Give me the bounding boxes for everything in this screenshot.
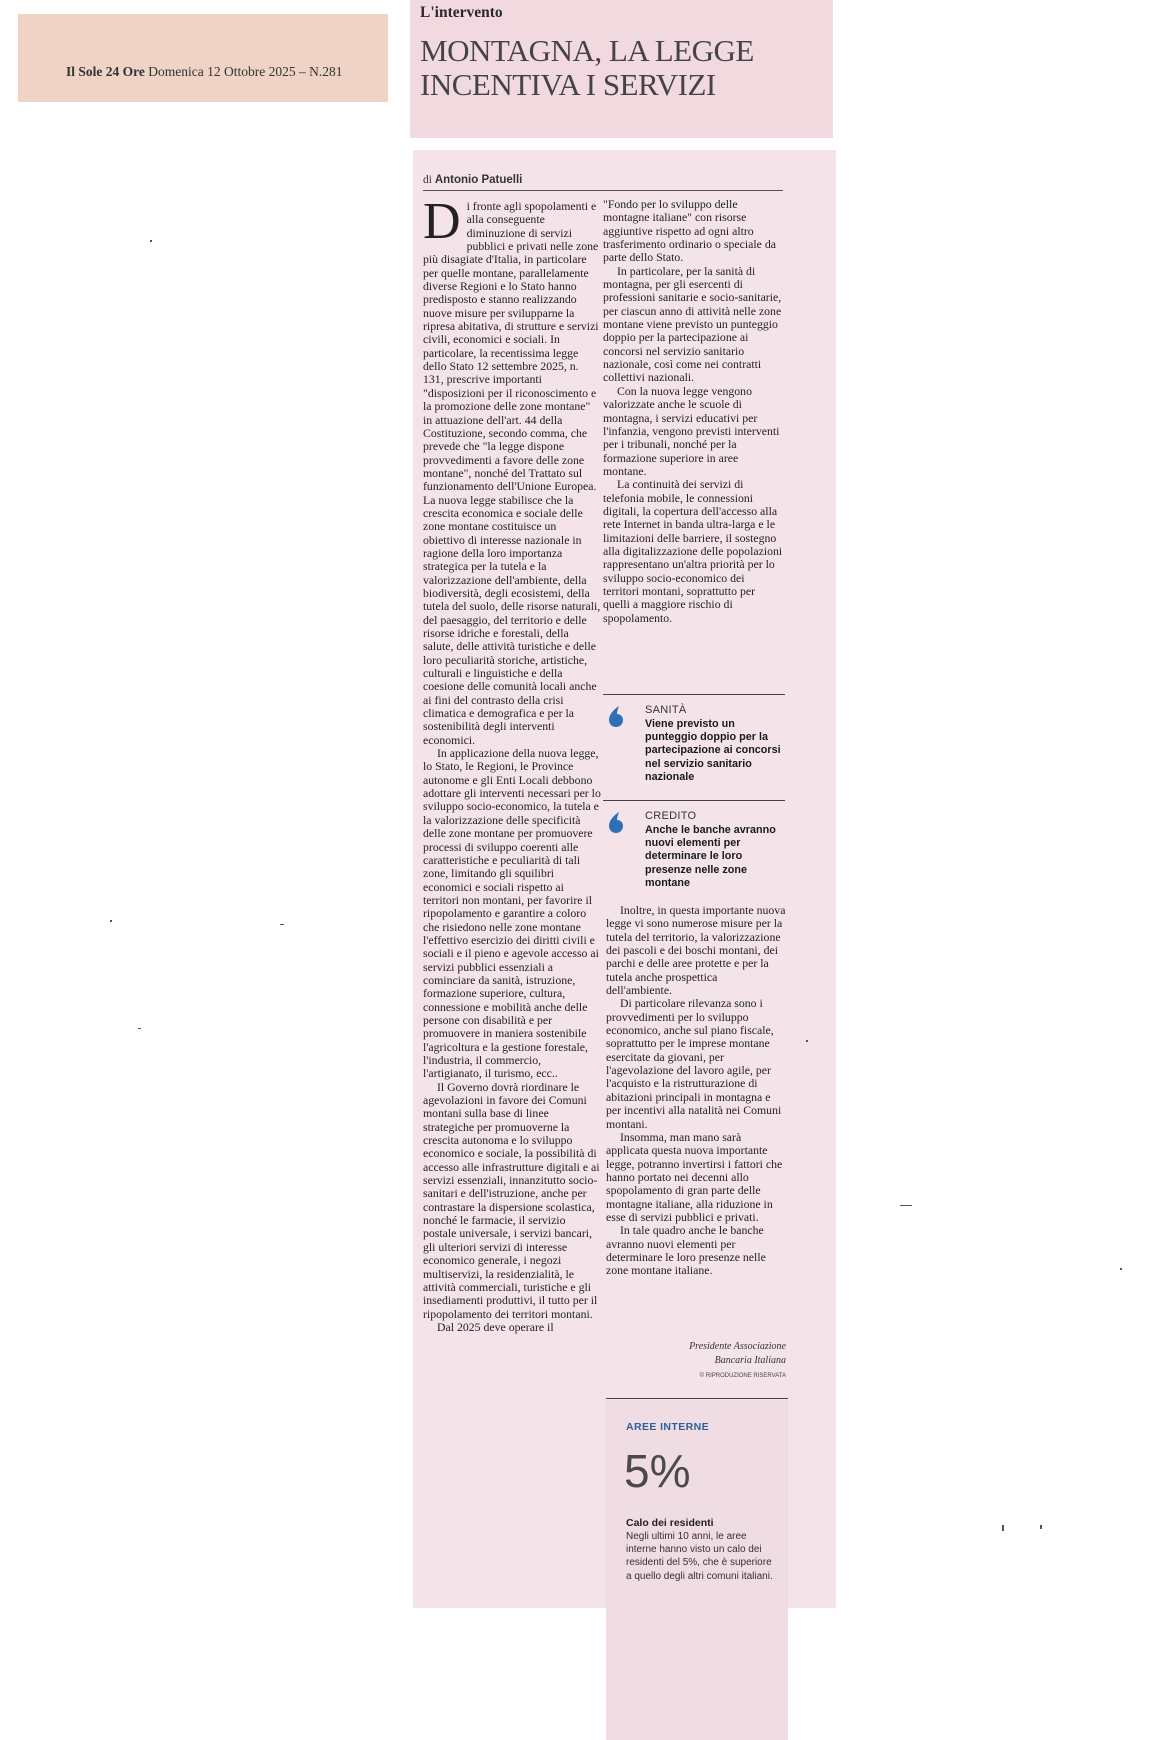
article-title: MONTAGNA, LA LEGGE INCENTIVA I SERVIZI <box>420 33 754 102</box>
byline-prefix: di <box>423 174 432 186</box>
scan-speck <box>280 924 284 925</box>
copyright-notice: © RIPRODUZIONE RISERVATA <box>699 1373 786 1379</box>
paragraph: Con la nuova legge vengono valorizzate anche le scuole di montagna, i servizi educativi per l'infanzia, vengono previsti interventi per i tribunali, nonché per la formazione superiore in aree montane. <box>603 383 780 478</box>
sidebar-label: AREE INTERNE <box>626 1421 709 1433</box>
paragraph: Di particolare rilevanza sono i provvedimenti per lo sviluppo economico, anche sul piano fiscale, soprattutto per le imprese montane esercitate da giovani, per l'agevolazione del lavoro agile, per l'acquisto e la ristrutturazione di abitazioni principali in montagna e per incentivi alla natalità nei Comuni montani. <box>606 996 782 1131</box>
paragraph: "Fondo per lo sviluppo delle montagne italiane" con risorse aggiuntive rispetto ad ogni altro trasferimento ordinario o speciale da parte dello Stato. <box>603 197 776 265</box>
byline <box>423 174 522 186</box>
scan-speck <box>1120 1268 1122 1270</box>
signature-line: Bancaria Italiana <box>714 1354 786 1366</box>
scan-speck <box>900 1205 912 1206</box>
paragraph: In applicazione della nuova legge, lo Stato, le Regioni, le Province autonome e gli Enti Locali debbono adottare gli interventi necessari per lo sviluppo socio-economico, la tutela e la valorizzazione delle specificità delle zone montane per promuovere processi di sviluppo coerenti alle caratteristiche e peculiarità di tali zone, limitando gli squilibri economici e sociali rispetto ai territori non montani, per favorire il ripopolamento e garantire a coloro che risiedono nelle zone montane l'effettivo esercizio dei diritti civili e sociali e il pieno e agevole accesso ai servizi pubblici essenziali a cominciare da sanità, istruzione, formazione superiore, cultura, connessione e mobilità anche delle persone con disabilità e per promuovere in maniera sostenibile l'agricoltura e la gestione forestale, l'industria, il commercio, l'artigianato, il turismo, ecc.. <box>423 746 601 1081</box>
scan-speck <box>110 920 112 922</box>
paragraph: In tale quadro anche le banche avranno nuovi elementi per determinare le loro presenze nelle zone montane italiane. <box>606 1223 766 1278</box>
paragraph: In particolare, per la sanità di montagna, per gli esercenti di professioni sanitarie e socio-sanitarie, per ciascun anno di attività nelle zone montane viene previsto un punteggio doppio per la partecipazione ai concorsi nel servizio sanitario nazionale, così come nei contratti collettivi nazionali. <box>603 263 782 385</box>
quote-divider <box>603 800 785 801</box>
sidebar-divider <box>606 1398 788 1399</box>
article-kicker: L'intervento <box>420 4 503 21</box>
sidebar-box <box>606 1400 788 1740</box>
masthead-clipping <box>18 14 388 102</box>
byline-divider <box>423 190 783 191</box>
issue-date: Domenica 12 Ottobre 2025 <box>148 64 296 79</box>
quote-mark-icon <box>607 810 625 834</box>
paragraph: La continuità dei servizi di telefonia mobile, le connessioni digitali, la copertura dell'accesso alla rete Internet in banda ultra-larga e le limitazioni delle barriere, il sostegno alla digitalizzazione delle popolazioni rappresentano un'altra priorità per lo sviluppo socio-economico dei territori montani, soprattutto per quelli a maggiore rischio di spopolamento. <box>603 477 783 625</box>
quote-label: SANITÀ <box>645 704 687 716</box>
paragraph: Il Governo dovrà riordinare le agevolazioni in favore dei Comuni montani sulla base di linee strategiche per promuoverne la crescita autonoma e lo sviluppo economico e sociale, la possibilità di accesso alle infrastrutture digitali e ai servizi essenziali, innanzitutto socio-sanitari e dell'istruzione, anche per contrastare la dispersione scolastica, nonché le farmacie, il servizio postale universale, i servizi bancari, gli ulteriori servizi di interesse economico generale, i negozi multiservizi, la residenzialità, le attività commerciali, turistiche e gli insediamenti produttivi, il tutto per il ripopolamento dei territori montani. <box>423 1079 600 1321</box>
quote-text: Anche le banche avranno nuovi elementi per determinare le loro presenze nelle zone montane <box>645 824 776 889</box>
paragraph: Insomma, man mano sarà applicata questa nuova importante legge, potranno invertirsi i fattori che hanno portato nei decenni allo spopolamento di gran parte delle montagne italiane, alla riduzione in esse di servizi pubblici e privati. <box>606 1129 783 1224</box>
scan-speck <box>806 1040 808 1042</box>
scan-speck <box>1002 1525 1004 1531</box>
paragraph: Inoltre, in questa importante nuova legge vi sono numerose misure per la tutela del territorio, la valorizzazione dei pascoli e dei boschi montani, dei parchi e delle aree protette e per la tutela anche prospettica dell'ambiente. <box>606 903 786 998</box>
headline-block <box>410 0 833 138</box>
sidebar-figure: 5% <box>624 1445 691 1497</box>
author-name: Antonio Patuelli <box>434 174 523 186</box>
quote-text: Viene previsto un punteggio doppio per la partecipazione ai concorsi nel servizio sanitario nazionale <box>645 718 781 783</box>
text-column-1 <box>423 193 601 1334</box>
signature-line: Presidente Associazione <box>689 1341 786 1352</box>
sidebar-title: Calo dei residenti <box>626 1517 714 1529</box>
quote-label: CREDITO <box>645 810 697 822</box>
scan-speck <box>138 1028 141 1029</box>
paragraph: Dal 2025 deve operare il <box>437 1319 554 1334</box>
issue-number: – N.281 <box>298 64 343 79</box>
article-body <box>413 150 836 1608</box>
drop-cap: D <box>423 193 461 250</box>
scan-speck <box>1040 1525 1042 1529</box>
text-column-2 <box>603 198 783 625</box>
paragraph <box>423 193 601 747</box>
author-signature <box>606 1340 786 1367</box>
newspaper-name: Il Sole 24 Ore <box>66 64 145 79</box>
sidebar-text: Negli ultimi 10 anni, le aree interne hanno visto un calo dei residenti del 5%, che è superiore a quello degli altri comuni italiani. <box>626 1531 773 1582</box>
quote-divider <box>603 694 785 695</box>
quote-mark-icon <box>607 704 625 728</box>
text-column-3 <box>606 904 786 1278</box>
scan-speck <box>150 240 152 242</box>
masthead <box>66 64 342 80</box>
paragraph-text: i fronte agli spopolamenti e alla conseguente diminuzione di servizi pubblici e privati nelle zone più disagiate d'Italia, in particolare per quelle montane, parallelamente diverse Regioni e lo Stato hanno predisposto e stanno realizzando nuove misure per svilupparne la ripresa abitativa, di strutture e servizi civili, economici e sociali. In particolare, la recentissima legge dello Stato 12 settembre 2025, n. 131, prescrive importanti "disposizioni per il riconoscimento e la promozione delle zone montane" in attuazione dell'art. 44 della Costituzione, secondo comma, che prevede che "la legge dispone provvedimenti a favore delle zone montane", nonché del Trattato sul funzionamento dell'Unione Europea. La nuova legge stabilisce che la crescita economica e sociale delle zone montane costituisce un obiettivo di interesse nazionale in ragione della loro importanza strategica per la tutela e la valorizzazione dell'ambiente, della biodiversità, degli ecosistemi, della tutela del suolo, delle risorse naturali, del paesaggio, del territorio e delle risorse idriche e forestali, della salute, delle attività turistiche e delle loro peculiarità storiche, artistiche, culturali e linguistiche e della coesione delle comunità locali anche ai fini del contrasto della crisi climatica e demografica e per la sostenibilità degli interventi economici. <box>423 199 601 747</box>
